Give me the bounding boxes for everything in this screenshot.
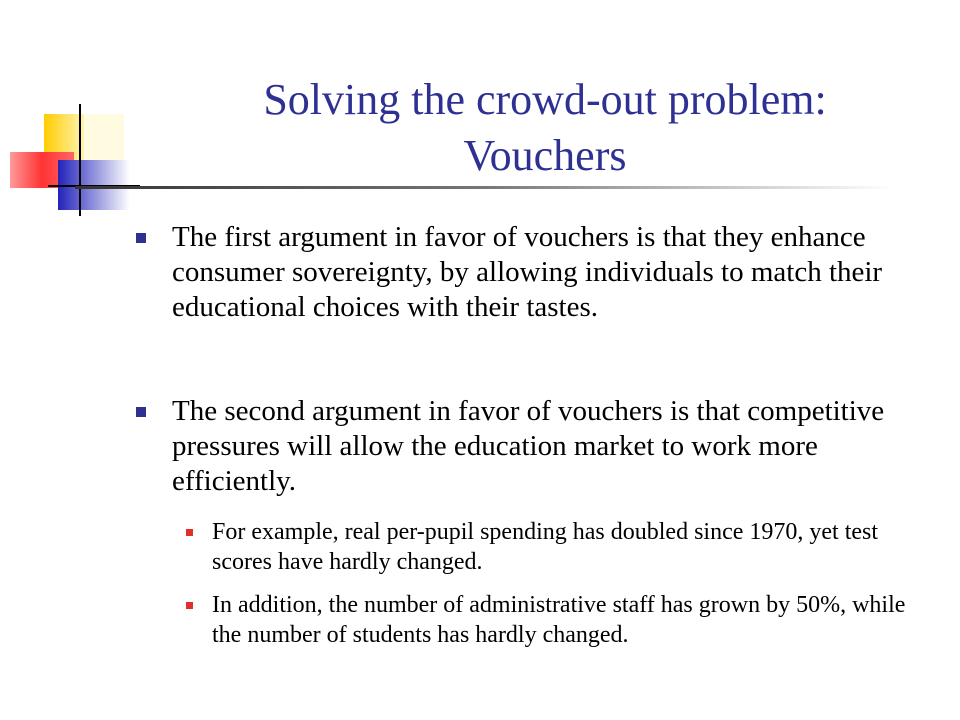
sub-bullet-item — [212, 590, 932, 650]
sub-bullet-text: In addition, the number of administrative staff has grown by 50%, while the number of students has hardly changed. — [212, 592, 906, 648]
bullet-item — [172, 220, 902, 325]
sub-bullet-item — [212, 517, 932, 577]
bullet-square-icon — [136, 233, 146, 243]
slide-title-line-2: Vouchers — [463, 131, 627, 180]
title-divider — [75, 186, 895, 189]
bullet-square-icon — [136, 407, 146, 417]
slide-title — [140, 72, 950, 184]
sub-bullet-text: For example, real per-pupil spending has doubled since 1970, yet test scores have hardly changed. — [212, 519, 879, 575]
bullet-item — [172, 394, 902, 499]
sub-bullet-square-icon — [186, 529, 193, 536]
slide-title-line-1: Solving the crowd-out problem: — [263, 75, 827, 124]
logo-yellow-fade — [84, 114, 124, 162]
sub-bullet-square-icon — [186, 602, 193, 609]
bullet-text: The first argument in favor of vouchers is that they enhance consumer sovereignty, by allowing individuals to match their educational choices with their tastes. — [172, 221, 883, 323]
bullet-text: The second argument in favor of vouchers is that competitive pressures will allow the education market to work more efficiently. — [172, 395, 885, 497]
